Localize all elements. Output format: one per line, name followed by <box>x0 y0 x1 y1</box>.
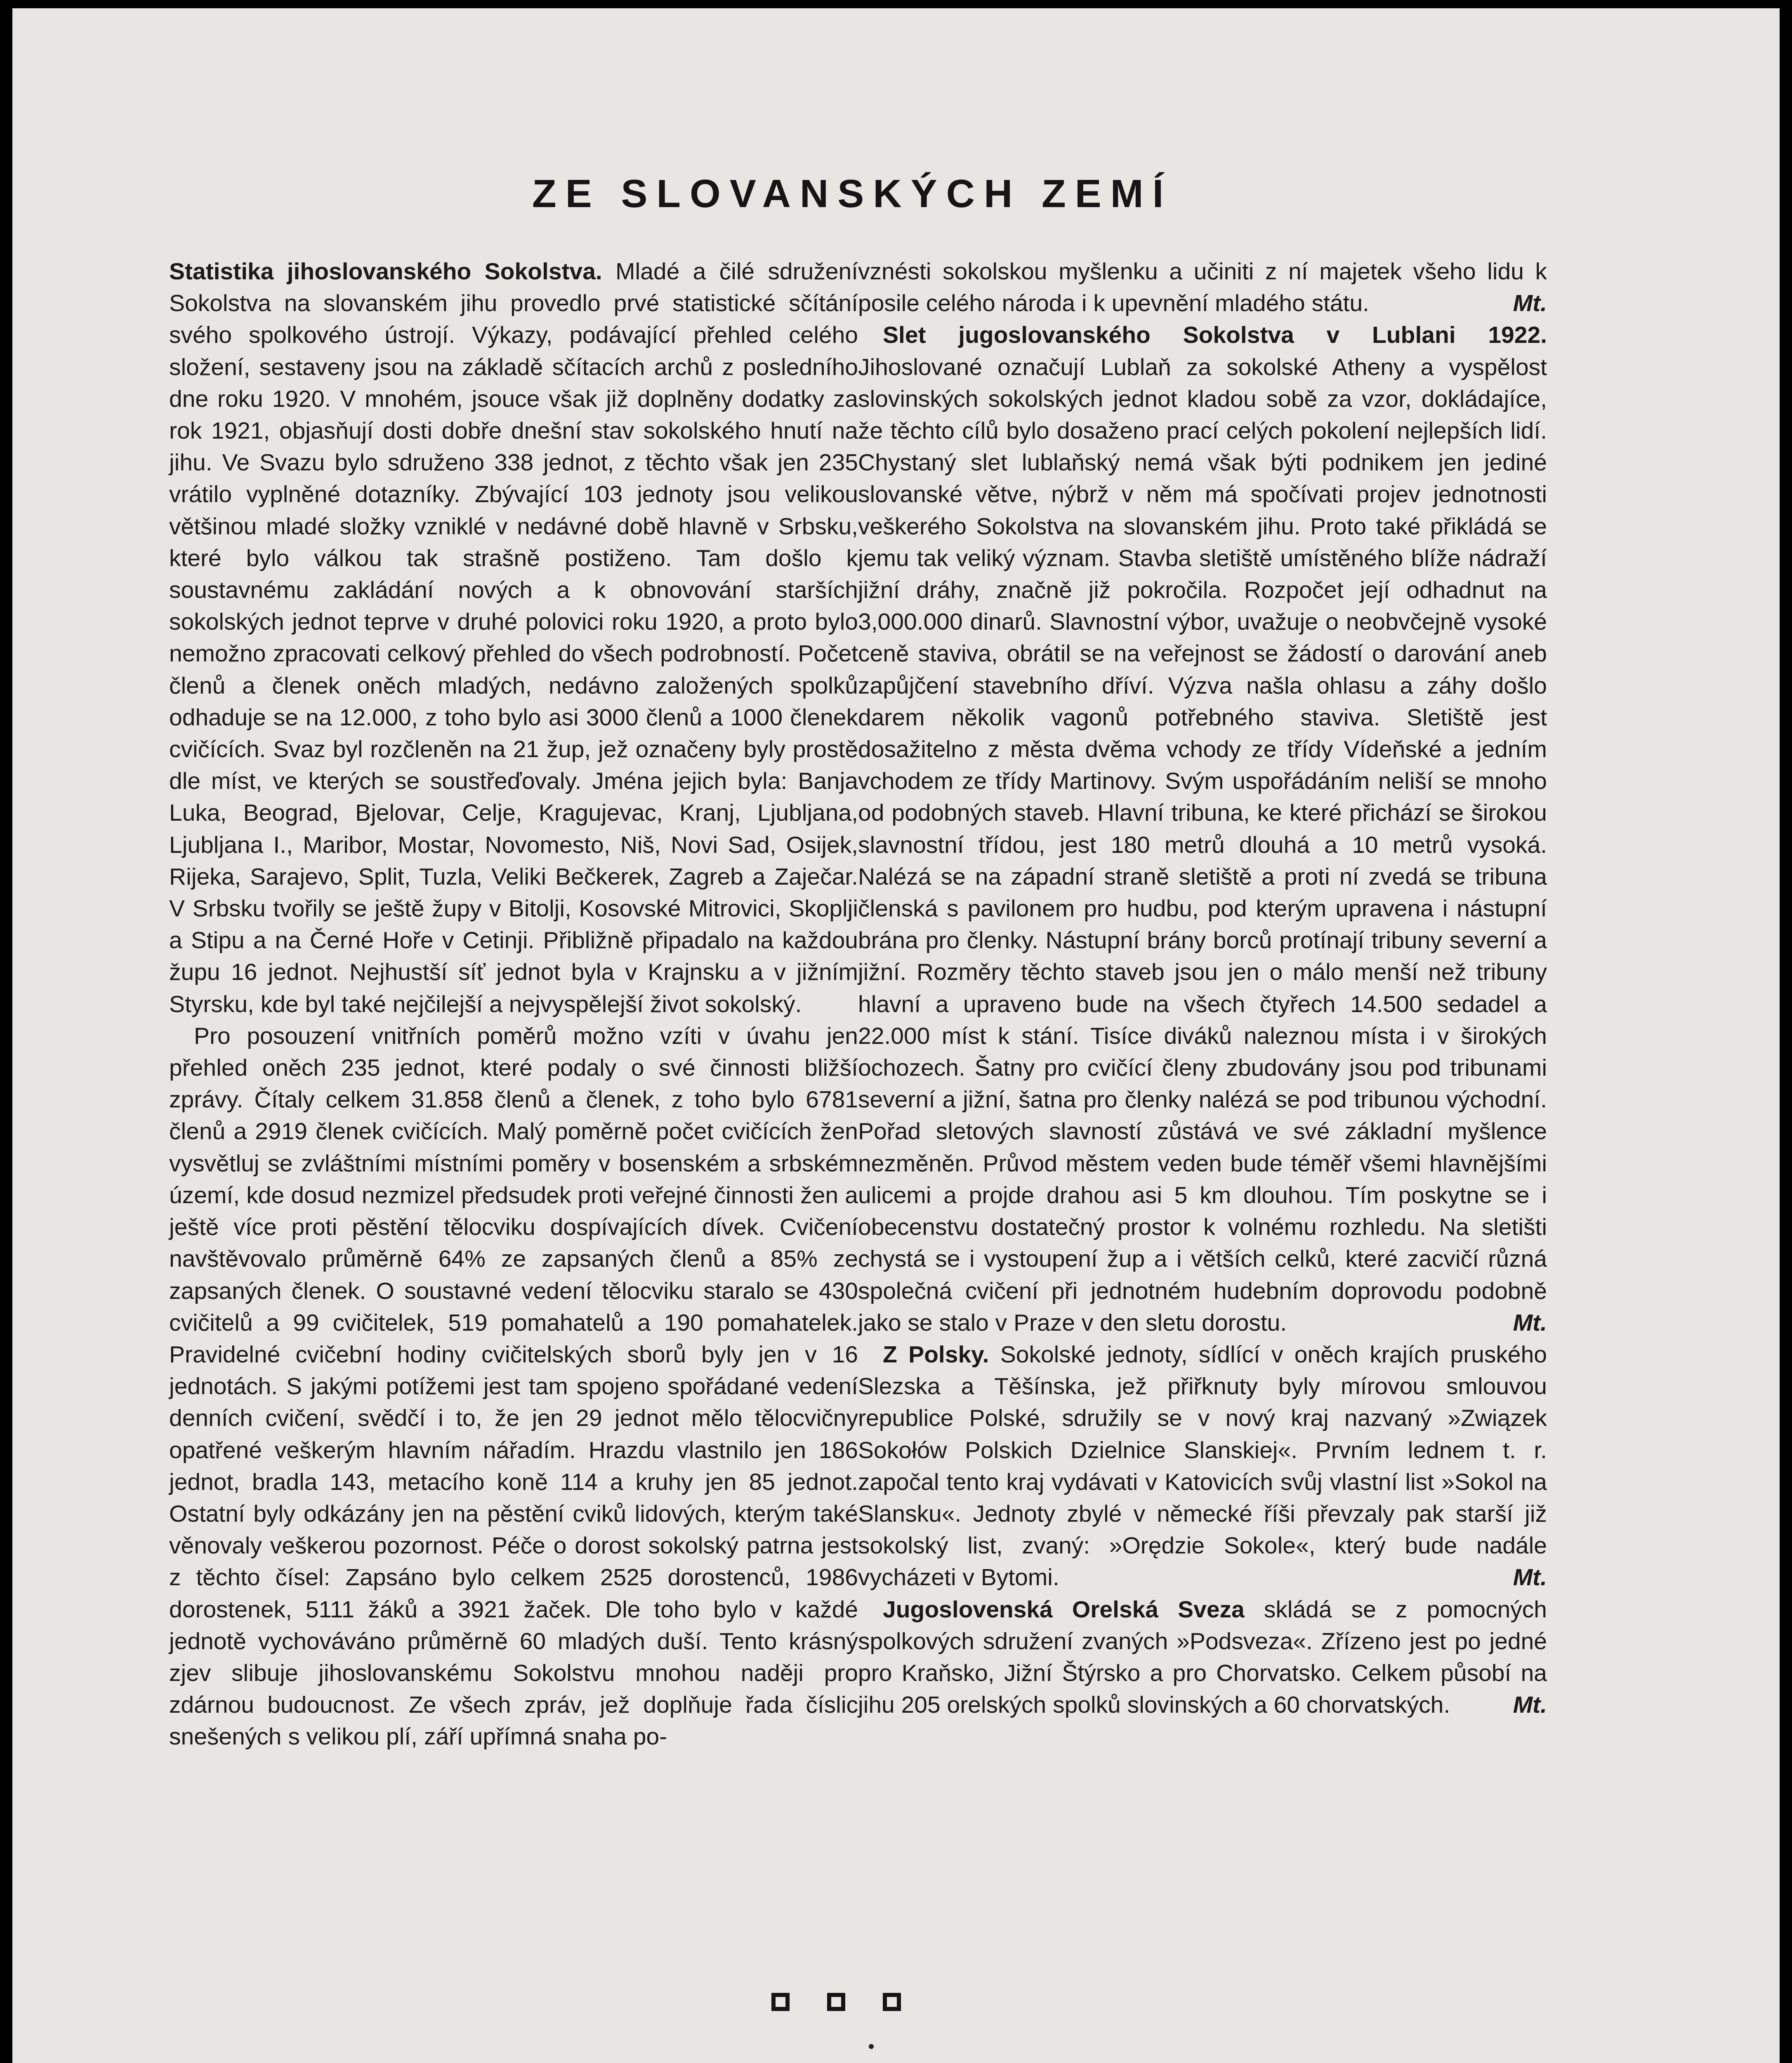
left-column <box>169 256 858 1753</box>
article-text: skládá se z pomocných spolkových sdružení zvaných »Podsveza«. Zřízeno jest po jedné pro Kraňsko, Jižní Štýrsko a pro Chorvatsko. Celkem působí na jihu 205 orelských spolků slovinských a 60 chorvatských. <box>858 1596 1547 1718</box>
right-column <box>858 256 1547 1721</box>
article-paragraph <box>858 1594 1547 1721</box>
article-text: Sokolské jednoty, sídlící v oněch krajích pruského Slezska a Těšínska, jež přiřknuty byly mírovou smlouvou republice Polské, sdružily se v nový kraj nazvaný »Związek Sokołów Polskich Dzielnice Slanskiej«. Prvním lednem t. r. započal tento kraj vydávati v Katovicích svůj vlastní list »Sokol na Slansku«. Jednoty zbylé v německé říši převzaly pak starší již sokolský list, zvaný: »Orędzie Sokole«, který bude nadále vycházeti v Bytomi. <box>858 1341 1547 1591</box>
author-signature: Mt. <box>1513 290 1547 317</box>
article-paragraph <box>858 256 1547 319</box>
article-title: Z Polsky. <box>883 1341 989 1368</box>
article-title: Statistika jihoslovanského Sokolstva. <box>169 258 602 285</box>
article-text: Jihoslované označují Lublaň za sokolské Atheny a vyspělost slovinských sokolských jednot kladou sobě za vzor, dokládajíce, že těchto cílů bylo dosaženo prací celých pokolení nejlepších lidí. Chystaný slet lublaňský nemá však býti podnikem jen jediné slovanské větve, nýbrž v něm má spočívati projev jednotnosti veškerého Sokolstva na slovanském jihu. Proto také přikládá se jemu tak veliký význam. Stavba sletiště umístěného blíže nádraží jižní dráhy, značně již pokročila. Rozpočet její odhadnut na 3,000.000 dinarů. Slavnostní výbor, uvažuje o neobvčejně vysoké ceně staviva, obrátil se na veřejnost se žádostí o darování aneb zapůjčení stavebního dříví. Výzva našla ohlasu a záhy došlo darem několik vagonů potřebného staviva. Sletiště jest dosažitelno z města dvěma vchody ze třídy Vídeňské a jedním vchodem ze třídy Martinovy. Svým uspořádáním neliší se mnoho od podobných staveb. Hlavní tribuna, ke které přichází se širokou slavnostní třídou, jest 180 metrů dlouhá a 10 metrů vysoká. Nalézá se na západní straně sletiště a proti ní zvedá se tribuna členská s pavilonem pro hudbu, pod kterým upravena i nástupní brána pro členky. Nástupní brány borců protínají tribuny severní a jižní. Rozměry těchto staveb jsou jen o málo menší než tribuny hlavní a upraveno bude na všech čtyřech 14.500 sedadel a 22.000 míst k stání. Tisíce diváků naleznou místa i v širokých ochozech. Šatny pro cvičící členy zbudovány jsou pod tribunami severní a jižní, šatna pro členky nalézá se pod tribunou východní. Pořad sletových slavností zůstává ve své základní myšlence nezměněn. Průvod městem veden bude téměř všemi hlavnějšími ulicemi a projde drahou asi 5 km dlouhou. Tím poskytne se i obecenstvu dostatečný prostor k volnému rozhledu. Na sletišti chystá se i vystoupení žup a i větších celků, které zacvičí různá společná cvičení při jednotném hudebním doprovodu podobně jako se stalo v Praze v den sletu dorostu. <box>858 354 1547 1336</box>
square-ornament-icon <box>827 1993 845 2011</box>
article-text: Mladé a čilé sdružení Sokolstva na slovanském jihu provedlo prvé statistické sčítání svého spolkového ústrojí. Výkazy, podávající přehled celého složení, sestaveny jsou na základě sčítacích archů z posledního dne roku 1920. V mnohém, jsouce však již doplněny dodatky za rok 1921, objasňují dosti dobře dnešní stav sokolského hnutí na jihu. Ve Svazu bylo sdruženo 338 jednot, z těchto však jen 235 vrátilo vyplněné dotazníky. Zbývající 103 jednoty jsou velikou většinou mladé složky vzniklé v nedávné době hlavně v Srbsku, které bylo válkou tak strašně postiženo. Tam došlo k soustavnému zakládání nových a k obnovování starších sokolských jednot teprve v druhé polovici roku 1920, a proto bylo nemožno zpracovati celkový přehled do všech podrobností. Počet členů a členek oněch mladých, nedávno založených spolků odhaduje se na 12.000, z toho bylo asi 3000 členů a 1000 členek cvičících. Svaz byl rozčleněn na 21 žup, jež označeny byly prostě dle míst, ve kterých se soustřeďovaly. Jména jejich byla: Banja Luka, Beograd, Bjelovar, Celje, Kragujevac, Kranj, Ljubljana, Ljubljana I., Maribor, Mostar, Novomesto, Niš, Novi Sad, Osijek, Rijeka, Sarajevo, Split, Tuzla, Veliki Bečkerek, Zagreb a Zaječar. V Srbsku tvořily se ještě župy v Bitolji, Kosovské Mitrovici, Skoplji a Stipu a na Černé Hoře v Cetinji. Přibližně připadalo na každou župu 16 jednot. Nejhustší síť jednot byla v Krajnsku a v jižním Styrsku, kde byl také nejčilejší a nejvyspělejší život sokolský. <box>169 258 858 1017</box>
article-paragraph <box>169 1020 858 1753</box>
article-paragraph <box>169 256 858 1020</box>
page-heading: ZE SLOVANSKÝCH ZEMÍ <box>532 172 1173 216</box>
author-signature: Mt. <box>1513 1309 1547 1336</box>
dot-ornament-icon <box>869 2044 874 2049</box>
square-ornament-icon <box>883 1993 901 2011</box>
square-ornament-icon <box>771 1993 790 2011</box>
page <box>12 8 1780 2063</box>
article-paragraph <box>858 1339 1547 1594</box>
author-signature: Mt. <box>1513 1564 1547 1591</box>
article-paragraph <box>858 319 1547 1339</box>
article-text: vznésti sokolskou myšlenku a učiniti z ní majetek všeho lidu k posile celého národa i k upevnění mladého státu. <box>858 258 1547 317</box>
article-text: Pro posouzení vnitřních poměrů možno vzíti v úvahu jen přehled oněch 235 jednot, které podaly o své činnosti bližší zprávy. Čítaly celkem 31.858 členů a členek, z toho bylo 6781 členů a 2919 členek cvičících. Malý poměrně počet cvičících žen vysvětluj se zvláštními místními poměry v bosenském a srbském území, kde dosud nezmizel předsudek proti veřejné činnosti žen a ještě více proti pěstění tělocviku dospívajících dívek. Cvičení navštěvovalo průměrně 64% ze zapsaných členů a 85% ze zapsaných členek. O soustavné vedení tělocviku staralo se 430 cvičitelů a 99 cvičitelek, 519 pomahatelů a 190 pomahatelek. Pravidelné cvičební hodiny cvičitelských sborů byly jen v 16 jednotách. S jakými potížemi jest tam spojeno spořádané vedení denních cvičení, svědčí i to, že jen 29 jednot mělo tělocvičny opatřené veškerým hlavním nářadím. Hrazdu vlastnilo jen 186 jednot, bradla 143, metacího koně 114 a kruhy jen 85 jednot. Ostatní byly odkázány jen na pěstění cviků lidových, kterým také věnovaly veškerou pozornost. Péče o dorost sokolský patrna jest z těchto čísel: Zapsáno bylo celkem 2525 dorostenců, 1986 dorostenek, 5111 žáků a 3921 žaček. Dle toho bylo v každé jednotě vychováváno průměrně 60 mladých duší. Tento krásný zjev slibuje jihoslovanskému Sokolstvu mnohou naději pro zdárnou budoucnost. Ze všech zpráv, jež doplňuje řada číslic snešených s velikou plí, září upřímná snaha po- <box>169 1022 858 1750</box>
author-signature: Mt. <box>1513 1692 1547 1718</box>
article-title: Jugoslovenská Orelská Sveza <box>883 1596 1245 1623</box>
article-title: Slet jugoslovanského Sokolstva v Lublani 1922. <box>883 322 1547 349</box>
